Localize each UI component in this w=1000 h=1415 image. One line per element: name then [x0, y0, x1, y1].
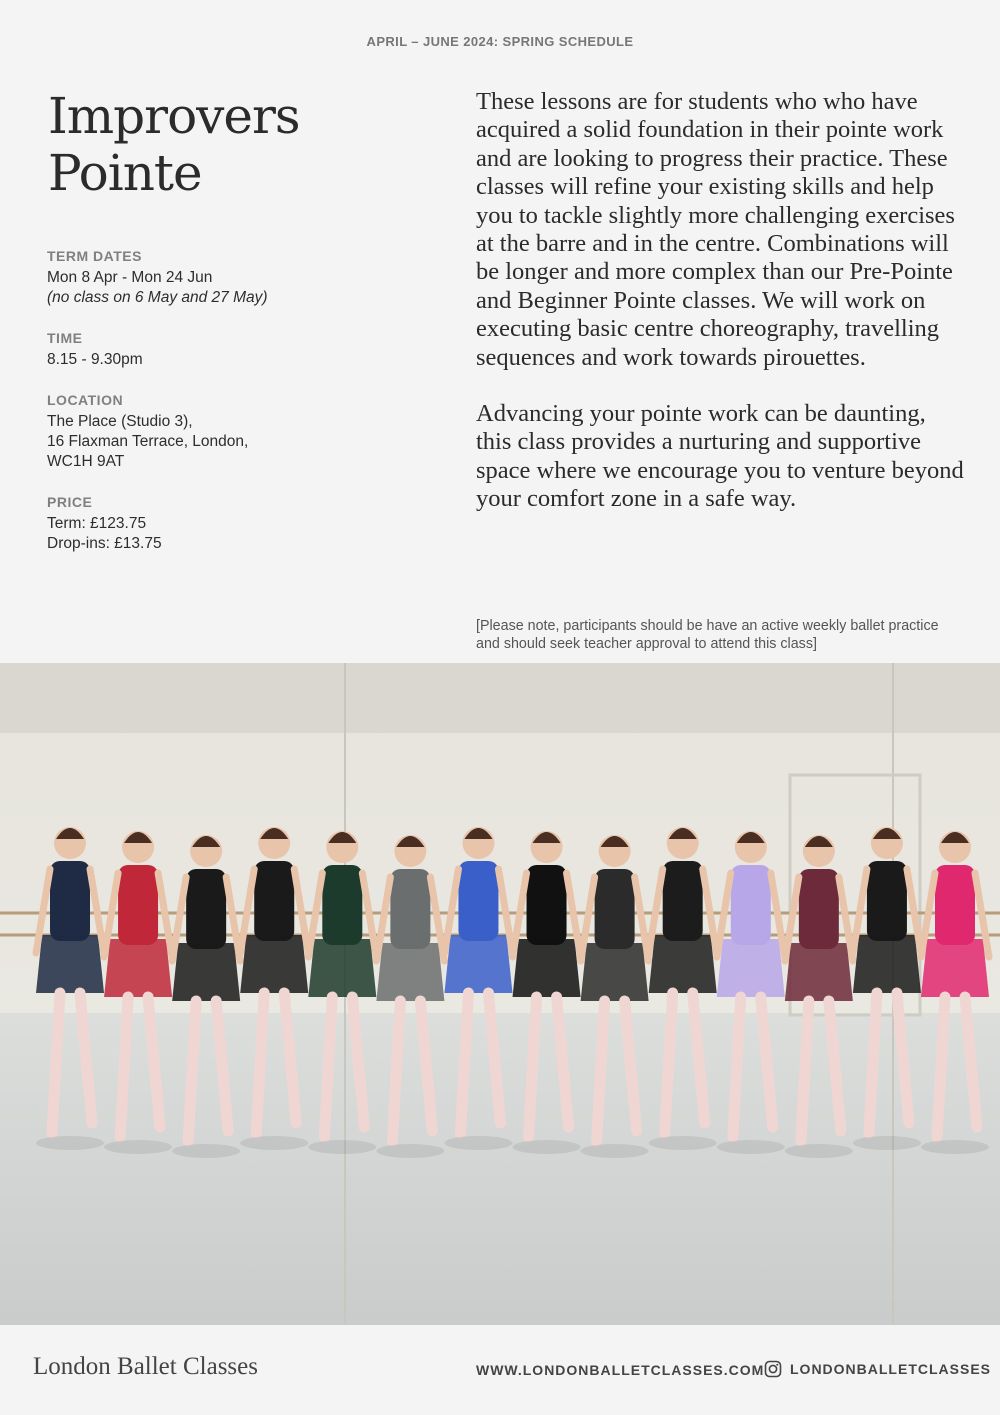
dancer-skirt: [104, 939, 172, 997]
term-dates-label: TERM DATES: [47, 248, 142, 264]
group-photo: [0, 663, 1000, 1325]
title-line-1: Improvers: [48, 87, 300, 145]
location-label: LOCATION: [47, 392, 124, 408]
group-photo-illustration: [0, 663, 1000, 1325]
class-info: [47, 248, 377, 576]
page-title: [48, 88, 300, 202]
dancer-shadow: [308, 1140, 376, 1154]
footer: [0, 1325, 1000, 1415]
dancer-leotard: [527, 865, 567, 945]
dancer-leotard: [186, 869, 226, 949]
dancer-leotard: [118, 865, 158, 945]
dancer-shadow: [853, 1136, 921, 1150]
dancer-leotard: [799, 869, 839, 949]
schedule-header: APRIL – JUNE 2024: SPRING SCHEDULE: [366, 34, 634, 49]
dancer-skirt: [513, 939, 581, 997]
dancer-leotard: [935, 865, 975, 945]
dancer-shadow: [36, 1136, 104, 1150]
dancer-skirt: [853, 935, 921, 993]
dancer-skirt: [376, 943, 444, 1001]
brand-name: London Ballet Classes: [33, 1353, 258, 1380]
dancer-leotard: [322, 865, 362, 945]
dancer-skirt: [240, 935, 308, 993]
dancer-shadow: [717, 1140, 785, 1154]
title-line-2: Pointe: [48, 144, 202, 202]
location-line-1: The Place (Studio 3),: [47, 413, 193, 430]
dancer-leotard: [595, 869, 635, 949]
dancer-skirt: [444, 935, 512, 993]
location-line-2: 16 Flaxman Terrace, London,: [47, 433, 249, 450]
term-dates-range: Mon 8 Apr - Mon 24 Jun: [47, 269, 213, 286]
description-paragraph-2: Advancing your pointe work can be daunting, this class provides a nurturing and supportive space where we encourage you to venture beyond your comfort zone in a safe way.: [476, 400, 964, 513]
dancer-shadow: [104, 1140, 172, 1154]
dancer-skirt: [921, 939, 989, 997]
instagram-link[interactable]: [764, 1360, 991, 1378]
dancer-shadow: [513, 1140, 581, 1154]
dancer-shadow: [240, 1136, 308, 1150]
dancer-shadow: [444, 1136, 512, 1150]
dancer-skirt: [717, 939, 785, 997]
instagram-icon: [764, 1360, 782, 1378]
dancer-skirt: [308, 939, 376, 997]
dancer-leotard: [731, 865, 771, 945]
price-drop-in: Drop-ins: £13.75: [47, 535, 162, 552]
dancer-skirt: [581, 943, 649, 1001]
dancer-leotard: [663, 861, 703, 941]
price-label: PRICE: [47, 494, 93, 510]
participation-note: [Please note, participants should be have an active weekly ballet practice and should seek teacher approval to attend this class]: [476, 618, 939, 652]
dancer-shadow: [921, 1140, 989, 1154]
website-link[interactable]: WWW.LONDONBALLETCLASSES.COM: [476, 1362, 765, 1378]
location-block: [47, 392, 377, 472]
dancer-shadow: [376, 1144, 444, 1158]
price-block: [47, 494, 377, 554]
dancer-leotard: [254, 861, 294, 941]
dancer-skirt: [785, 943, 853, 1001]
dancer-shadow: [785, 1144, 853, 1158]
class-description: [476, 88, 966, 542]
time-value: 8.15 - 9.30pm: [47, 351, 143, 368]
dancer-leotard: [50, 861, 90, 941]
term-dates-exceptions: (no class on 6 May and 27 May): [47, 289, 268, 306]
price-term: Term: £123.75: [47, 515, 147, 532]
time-label: TIME: [47, 330, 83, 346]
dancer-leotard: [458, 861, 498, 941]
time-block: [47, 330, 377, 370]
dancer-shadow: [581, 1144, 649, 1158]
dancer-shadow: [649, 1136, 717, 1150]
location-line-3: WC1H 9AT: [47, 453, 125, 470]
dancer-leotard: [867, 861, 907, 941]
description-paragraph-1: These lessons are for students who who have acquired a solid foundation in their pointe work and are looking to progress their practice. These classes will refine your existing skills and help you to tackle slightly more challenging exercises at the barre and in the centre. Combinations will be longer and more complex than our Pre-Pointe and Beginner Pointe classes. We will work on executing basic centre choreography, travelling sequences and work towards pirouettes.: [476, 88, 955, 371]
studio-ceiling: [0, 663, 1000, 733]
dancer-shadow: [172, 1144, 240, 1158]
dancer-skirt: [649, 935, 717, 993]
term-dates-block: [47, 248, 377, 308]
dancer-skirt: [36, 935, 104, 993]
instagram-handle: LONDONBALLETCLASSES: [790, 1361, 991, 1377]
dancer-leotard: [390, 869, 430, 949]
dancer-skirt: [172, 943, 240, 1001]
